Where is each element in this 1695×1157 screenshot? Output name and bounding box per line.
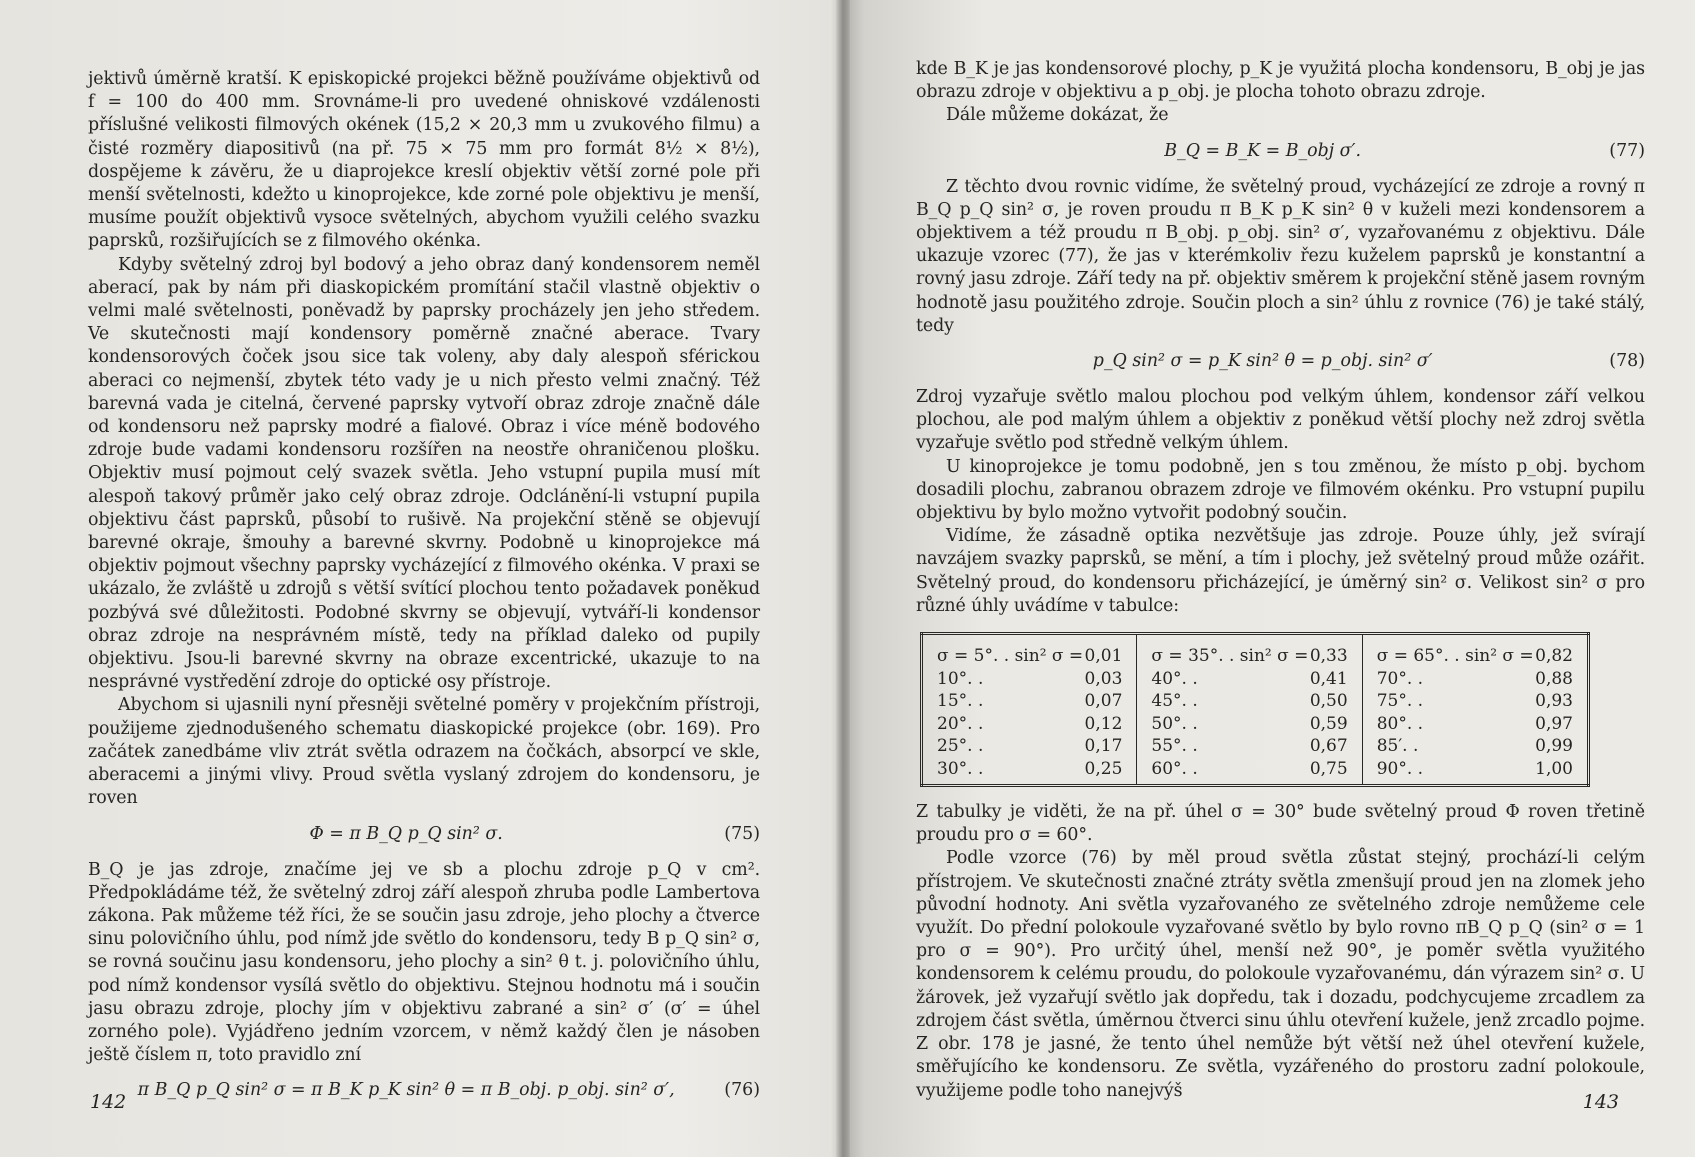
row-label: σ = 35°. . sin² σ =: [1151, 646, 1309, 667]
table-row: [1151, 668, 1347, 691]
row-value: 0,59: [1309, 713, 1348, 734]
row-label: σ = 5°. . sin² σ =: [937, 646, 1084, 667]
table-row: [1151, 713, 1347, 736]
formula-expression: Φ = π B_Q p_Q sin² σ.: [309, 823, 503, 844]
paragraph: Vidíme, že zásadně optika nezvětšuje jas zdroje. Pouze úhly, jež svírají navzájem svazky paprsků, se mění, a tím i plochy, jež světelný proud může ozářit. Světelný proud, do kondensoru přicházející, je úměrný sin² σ. Velikost sin² σ pro různé úhly uvádíme v tabulce:: [916, 526, 1645, 616]
formula-expression: p_Q sin² σ = p_K sin² θ = p_obj. sin² σ′: [1092, 351, 1433, 372]
paragraph: Z tabulky je viděti, že na př. úhel σ = 30° bude světelný proud Φ roven třetině proudu pro σ = 60°.: [916, 802, 1645, 846]
row-value: 0,41: [1309, 668, 1348, 689]
table-row: [937, 713, 1122, 736]
row-value: 0,88: [1535, 668, 1573, 689]
table-row: [1377, 735, 1573, 758]
row-value: 0,99: [1535, 736, 1573, 757]
table-row: [1377, 758, 1573, 781]
paragraph: U kinoprojekce je tomu podobně, jen s tou změnou, že místo p_obj. bychom dosadili plochu, zabranou obrazem zdroje ve filmovém okénku. Pro vstupní pupilu objektivu by bylo možno vytvořit podobný součin.: [916, 456, 1645, 524]
table-row: [1151, 645, 1347, 668]
formula-77: [916, 138, 1645, 164]
row-label: 30°. .: [937, 758, 984, 779]
page-number: 142: [90, 1091, 127, 1113]
paragraph: Dále můžeme dokázat, že: [946, 105, 1169, 126]
row-value: 0,17: [1084, 736, 1123, 757]
row-value: 0,93: [1535, 691, 1573, 712]
formula-number: (76): [724, 1080, 760, 1101]
paragraph: Z těchto dvou rovnic vidíme, že světelný proud, vycházející ze zdroje a rovný π B_Q p_Q sin² σ, je roven proudu π B_K p_K sin² θ v kuželi mezi kondensorem a objektivem a též proudu π B_obj. p_obj. sin² σ′, vyzařovanému z objektivu. Dále ukazuje vzorec (77), že jas v kterémkoliv řezu kuželem paprsků je konstantní a rovný jasu zdroje. Září tedy na př. objektiv směrem k projekční stěně jasem rovným hodnotě jasu použitého zdroje. Součin ploch a sin² úhlu z rovnice (76) je také stálý, tedy: [916, 176, 1645, 336]
formula-number: (78): [1609, 351, 1645, 372]
paragraph: Kdyby světelný zdroj byl bodový a jeho obraz daný kondensorem neměl aberací, pak by nám při diaskopickém promítání stačil vlastně objektiv o velmi malé světelnosti, poněvadž by paprsky procházely jen jeho středem. Ve skutečnosti mají kondensory poměrně značné aberace. Tvary kondensorových čoček jsou sice tak voleny, aby daly alespoň sférickou aberaci co nejmenší, zbytek této vady je u nich přesto velmi značný. Též barevná vada je citelná, červené paprsky vytvoří obraz zdroje značně dále od kondensoru než paprsky modré a fialové. Obraz i více méně bodového zdroje bude vadami kondensoru rozšířen na neostře ohraničenou plošku. Objektiv musí pojmout celý svazek světla. Jeho vstupní pupila musí mít alespoň takový průměr jako celý obraz zdroje. Odclánění-li vstupní pupila objektivu část paprsků, působí to rušivě. Na projekční stěně se objevují barevné okraje, šmouhy a barevné skvrny. Podobně u kinoprojekce má objektiv pojmout všechny paprsky vycházející z filmového okénka. V praxi se ukázalo, že zvláště u zdrojů s větší svítící plochou tento požadavek poněkud pozbývá své důležitosti. Podobné skvrny se objevují, vytváří-li kondensor obraz zdroje na nesprávném místě, tedy na příklad daleko od pupily objektivu. Jsou-li barevné skvrny na obraze excentrické, ukazuje to na nesprávné vystředění zdroje do optické osy přístroje.: [88, 254, 760, 693]
table-row: [937, 758, 1122, 781]
formula-expression: π B_Q p_Q sin² σ = π B_K p_K sin² θ = π B_obj. p_obj. sin² σ′,: [137, 1080, 675, 1101]
paragraph: B_Q je jas zdroje, značíme jej ve sb a plochu zdroje p_Q v cm². Předpokládáme též, že světelný zdroj září alespoň zhruba podle Lambertova zákona. Pak můžeme též říci, že se součin jasu zdroje, jeho plochy a čtverce sinu polovičního úhlu, pod nímž jde světlo do kondensoru, tedy B p_Q sin² σ, se rovná součinu jasu kondensoru, jeho plochy a sin² θ t. j. polovičního úhlu, pod nímž kondensor vysílá světlo do objektivu. Stejnou hodnotu má i součin jasu obrazu zdroje, plochy jím v objektivu zabrané a sin² σ′ (σ′ = úhel zorného pole). Vyjádřeno jedním vzorcem, v němž každý člen je násoben ještě číslem π, toto pravidlo zní: [88, 859, 760, 1066]
right-page: [848, 0, 1695, 1157]
row-label: σ = 65°. . sin² σ =: [1376, 646, 1534, 667]
row-label: 45°. .: [1151, 691, 1198, 712]
table-column-2: [1137, 634, 1362, 786]
paragraph: Abychom si ujasnili nyní přesněji světelné poměry v projekčním přístroji, použijeme zjednodušeného schematu diaskopické projekce (obr. 169). Pro začátek zanedbáme vliv ztrát světla odrazem na čočkách, absorpcí ve skle, aberacemi a jinými vlivy. Proud světla vyslaný zdrojem do kondensoru, je roven: [88, 695, 760, 809]
row-value: 0,97: [1535, 713, 1573, 734]
row-label: 80°. .: [1376, 713, 1424, 734]
row-label: 75°. .: [1376, 691, 1424, 712]
row-value: 0,82: [1535, 646, 1573, 667]
row-value: 0,25: [1084, 758, 1123, 779]
table-column-3: [1362, 634, 1588, 786]
formula-76: [88, 1077, 760, 1103]
row-label: 15°. .: [937, 691, 984, 712]
paragraph: jektivů úměrně kratší. K episkopické projekci běžně používáme objektivů od f = 100 do 400 mm. Srovnáme-li pro uvedené ohniskové vzdálenosti příslušné velikosti filmových okének (15,2 × 20,3 mm u zvukového filmu) a čisté rozměry diapositivů (na př. 75 × 75 mm pro formát 8½ × 8½), dospějeme k závěru, že u diaprojekce kreslí objektiv větší zorné pole při menší světelnosti, kdežto u kinoprojekce, kde zorné pole objektivu je menší, musíme použít objektivů vysoce světelných, abychom využili celého svazku paprsků, rozšiřujících se z filmového okénka.: [88, 69, 760, 252]
row-label: 25°. .: [937, 736, 984, 757]
row-value: 0,12: [1084, 713, 1123, 734]
table-column-1: [922, 634, 1137, 786]
table-row: [1377, 713, 1573, 736]
row-value: 0,07: [1084, 691, 1123, 712]
table-row: [937, 645, 1122, 668]
row-value: 0,33: [1309, 646, 1348, 667]
formula-78: [916, 348, 1645, 374]
row-value: 0,01: [1084, 646, 1123, 667]
table-row: [1377, 690, 1573, 713]
row-label: 10°. .: [937, 668, 984, 689]
row-value: 0,50: [1309, 691, 1348, 712]
row-value: 0,67: [1309, 736, 1348, 757]
left-page: [0, 0, 840, 1157]
table-row: [1151, 690, 1347, 713]
formula-75: [88, 821, 760, 847]
row-label: 40°. .: [1151, 668, 1198, 689]
formula-expression: B_Q = B_K = B_obj σ′.: [1164, 140, 1362, 161]
row-label: 60°. .: [1151, 758, 1198, 779]
row-label: 90°. .: [1376, 758, 1424, 779]
row-label: 50°. .: [1151, 713, 1198, 734]
formula-number: (75): [724, 823, 760, 844]
sine-table: [920, 632, 1590, 787]
row-value: 0,03: [1084, 668, 1123, 689]
paragraph: kde B_K je jas kondensorové plochy, p_K je využitá plocha kondensoru, B_obj je jas obrazu zdroje v objektivu a p_obj. je plocha tohoto obrazu zdroje.: [916, 59, 1645, 103]
page-number: 143: [1582, 1091, 1619, 1113]
table-row: [1151, 735, 1347, 758]
paragraph: Zdroj vyzařuje světlo malou plochou pod velkým úhlem, kondensor září velkou plochou, ale pod malým úhlem a objektiv z poněkud větší plochy než zdroj světla vyzařuje světlo pod středně velkým úhlem.: [916, 387, 1645, 454]
table-row: [937, 668, 1122, 691]
table-row: [937, 735, 1122, 758]
row-value: 0,75: [1309, 758, 1348, 779]
table-row: [1377, 668, 1573, 691]
row-label: 55°. .: [1151, 736, 1198, 757]
row-label: 20°. .: [937, 713, 984, 734]
table-row: [1377, 645, 1573, 668]
row-label: 85′. .: [1376, 736, 1419, 757]
table-row: [1151, 758, 1347, 781]
paragraph: Podle vzorce (76) by měl proud světla zůstat stejný, prochází-li celým přístrojem. Ve skutečnosti značné ztráty světla zmenšují proud jen na zlomek jeho původní hodnoty. Ani světla vyzařovaného ze světelného zdroje nemůžeme cele využít. Do přední polokoule vyzařované světlo by bylo rovno πB_Q p_Q (sin² σ = 1 pro σ = 90°). Pro určitý úhel, menší než 90°, je poměr světla využitého kondensorem k celému proudu, do polokoule vyzařovanému, dán výrazem sin² σ. U žárovek, jež vyzařují světlo jak dopředu, tak i dozadu, podchycujeme zrcadlem za zdrojem část světla, úměrnou čtverci sinu úhlu otevření kužele, jenž zrcadlo pojme. Z obr. 178 je jasné, že tento úhel nemůže být větší než úhel otevření kužele, směřujícího ke kondensoru. Ze světla, vyzářeného do prostoru zadní polokoule, využijeme podle toho nanejvýš: [916, 848, 1645, 1101]
table-row: [937, 690, 1122, 713]
row-label: 70°. .: [1376, 668, 1424, 689]
formula-number: (77): [1609, 140, 1645, 161]
row-value: 1,00: [1535, 758, 1573, 779]
